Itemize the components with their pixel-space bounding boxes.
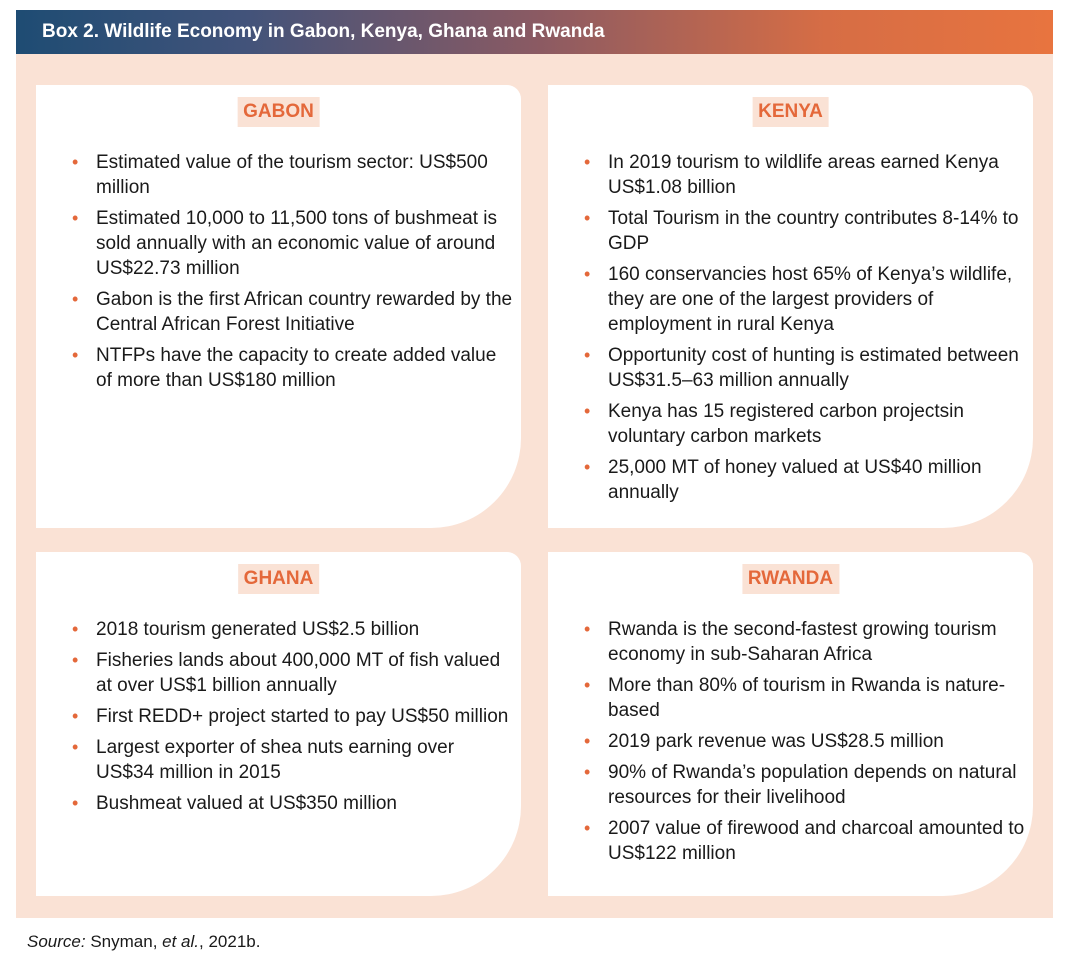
panel-kenya	[548, 85, 1033, 528]
list-item: • First REDD+ project started to pay US$50 million	[72, 704, 513, 729]
kenya-list	[584, 150, 1025, 511]
panel-gabon	[36, 85, 521, 528]
list-item: • More than 80% of tourism in Rwanda is nature-based	[584, 673, 1025, 723]
list-item: • Opportunity cost of hunting is estimated between US$31.5–63 million annually	[584, 343, 1025, 393]
panel-title-kenya: KENYA	[752, 97, 829, 127]
list-item: • Kenya has 15 registered carbon projectsin voluntary carbon markets	[584, 399, 1025, 449]
list-item: • NTFPs have the capacity to create added value of more than US$180 million	[72, 343, 513, 393]
list-item: • 2019 park revenue was US$28.5 million	[584, 729, 1025, 754]
panel-rwanda	[548, 552, 1033, 896]
list-item: • Bushmeat valued at US$350 million	[72, 791, 513, 816]
box-title: Box 2. Wildlife Economy in Gabon, Kenya, Ghana and Rwanda	[16, 10, 1053, 54]
list-item: • 2018 tourism generated US$2.5 billion	[72, 617, 513, 642]
list-item: • 160 conservancies host 65% of Kenya’s wildlife, they are one of the largest providers of employment in rural Kenya	[584, 262, 1025, 337]
panel-title-gabon: GABON	[237, 97, 320, 127]
list-item: • Estimated value of the tourism sector: US$500 million	[72, 150, 513, 200]
list-item: • Largest exporter of shea nuts earning over US$34 million in 2015	[72, 735, 513, 785]
source-label: Source:	[27, 932, 86, 951]
rwanda-list	[584, 617, 1025, 872]
list-item: • 90% of Rwanda’s population depends on natural resources for their livelihood	[584, 760, 1025, 810]
panel-title-rwanda: RWANDA	[742, 564, 839, 594]
list-item: • 25,000 MT of honey valued at US$40 million annually	[584, 455, 1025, 505]
source-citation	[27, 932, 260, 952]
panel-title-ghana: GHANA	[238, 564, 320, 594]
list-item: • Fisheries lands about 400,000 MT of fish valued at over US$1 billion annually	[72, 648, 513, 698]
source-authors: Snyman,	[90, 932, 158, 951]
list-item: • Total Tourism in the country contributes 8-14% to GDP	[584, 206, 1025, 256]
list-item: • Rwanda is the second-fastest growing tourism economy in sub-Saharan Africa	[584, 617, 1025, 667]
ghana-list	[72, 617, 513, 822]
panel-ghana	[36, 552, 521, 896]
source-year: , 2021b.	[199, 932, 261, 951]
gabon-list	[72, 150, 513, 399]
list-item: • In 2019 tourism to wildlife areas earned Kenya US$1.08 billion	[584, 150, 1025, 200]
list-item: • 2007 value of firewood and charcoal amounted to US$122 million	[584, 816, 1025, 866]
list-item: • Estimated 10,000 to 11,500 tons of bushmeat is sold annually with an economic value of around US$22.73 million	[72, 206, 513, 281]
source-etal: et al.	[162, 932, 200, 951]
list-item: • Gabon is the first African country rewarded by the Central African Forest Initiative	[72, 287, 513, 337]
